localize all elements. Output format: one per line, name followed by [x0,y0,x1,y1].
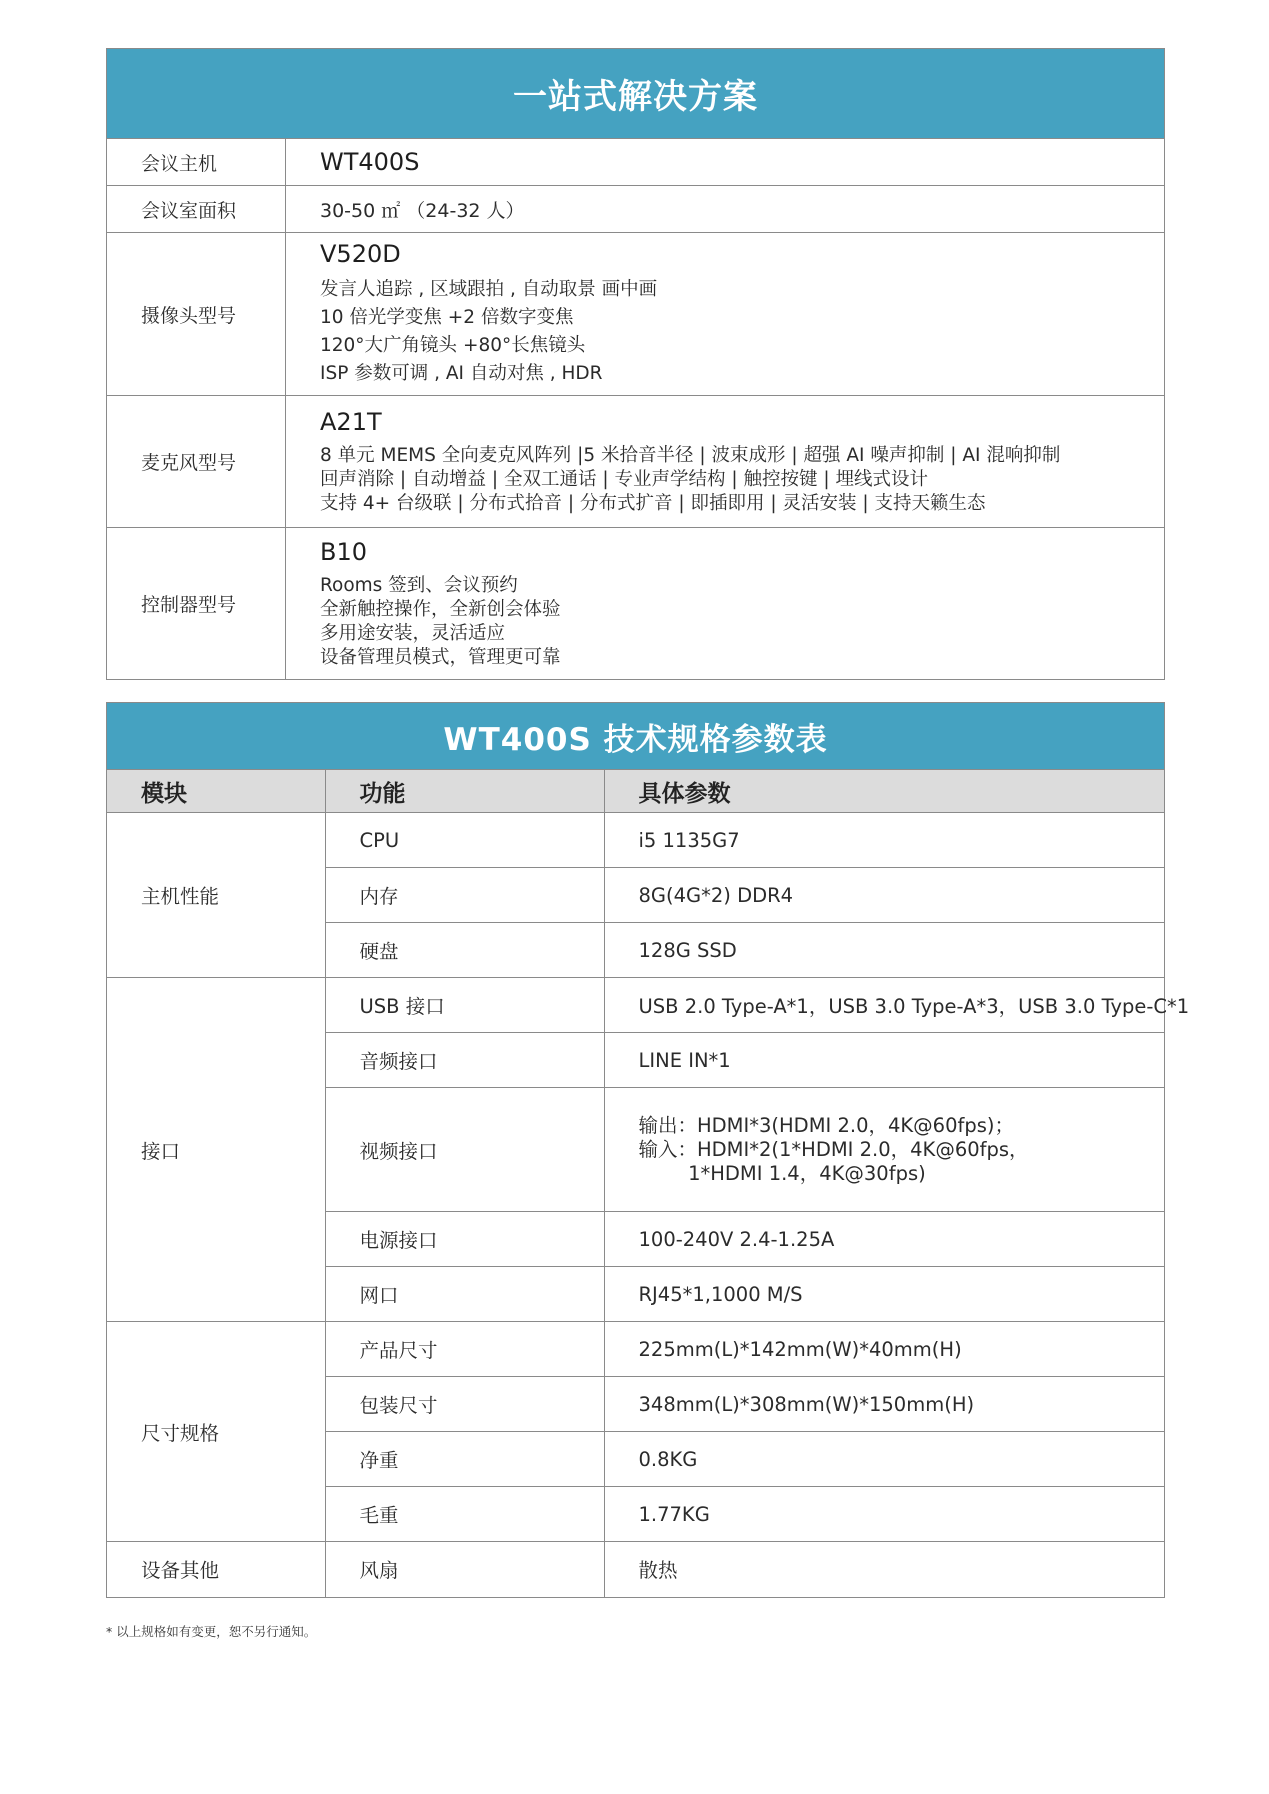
spec-header-row [107,770,1164,813]
header-function: 功能 [325,770,604,813]
function-cell: 毛重 [325,1487,604,1542]
value-cell: 348mm(L)*308mm(W)*150mm(H) [604,1377,1164,1432]
solution-table [106,48,1165,680]
function-cell: 产品尺寸 [325,1322,604,1377]
value-cell: 8G(4G*2) DDR4 [604,868,1164,923]
table-row [107,978,1164,1033]
module-cell: 主机性能 [107,813,325,978]
value-cell: 100-240V 2.4-1.25A [604,1212,1164,1267]
function-cell: USB 接口 [325,978,604,1033]
host-label: 会议主机 [107,139,286,185]
camera-feature: 10 倍光学变焦 +2 倍数字变焦 [320,307,574,328]
controller-feature: 全新触控操作，全新创会体验 [320,598,561,620]
function-cell: 包装尺寸 [325,1377,604,1432]
area-label: 会议室面积 [107,186,286,232]
value-cell: USB 2.0 Type-A*1，USB 3.0 Type-A*3，USB 3.0 Type-C*1 [604,978,1164,1033]
microphone-feature: 回声消除 | 自动增益 | 全双工通话 | 专业声学结构 | 触控按键 | 埋线式设计 [320,468,928,490]
value-cell: 0.8KG [604,1432,1164,1487]
function-cell: 硬盘 [325,923,604,978]
microphone-row [107,396,1164,528]
table-row [107,1542,1164,1597]
value-cell: 225mm(L)*142mm(W)*40mm(H) [604,1322,1164,1377]
camera-model: V520D [320,240,401,268]
controller-label: 控制器型号 [107,528,286,679]
value-cell: 散热 [604,1542,1164,1597]
controller-row [107,528,1164,679]
function-cell: 内存 [325,868,604,923]
area-value: 30-50 ㎡ （24-32 人） [320,199,525,222]
function-cell: 网口 [325,1267,604,1322]
header-parameters: 具体参数 [604,770,1164,813]
value-cell: RJ45*1,1000 M/S [604,1267,1164,1322]
table-row [107,813,1164,868]
microphone-model: A21T [320,407,382,436]
microphone-label: 麦克风型号 [107,396,286,527]
area-row [107,186,1164,233]
value-cell: LINE IN*1 [604,1033,1164,1088]
module-cell: 尺寸规格 [107,1322,325,1542]
function-cell: 风扇 [325,1542,604,1597]
camera-feature: 发言人追踪 , 区域跟拍 , 自动取景 画中画 [320,279,658,300]
module-cell: 设备其他 [107,1542,325,1597]
function-cell: CPU [325,813,604,868]
spec-table [106,702,1190,1598]
function-cell: 音频接口 [325,1033,604,1088]
host-row [107,139,1164,186]
module-cell: 接口 [107,978,325,1322]
solution-title: 一站式解决方案 [107,49,1164,139]
function-cell: 净重 [325,1432,604,1487]
controller-feature: 多用途安装，灵活适应 [320,622,506,644]
camera-row [107,233,1164,396]
function-cell: 电源接口 [325,1212,604,1267]
value-cell: 128G SSD [604,923,1164,978]
table-row [107,1322,1164,1377]
controller-model: B10 [320,537,368,566]
spec-title: WT400S 技术规格参数表 [107,703,1164,769]
value-cell: i5 1135G7 [604,813,1164,868]
controller-feature: 设备管理员模式，管理更可靠 [320,646,561,668]
header-module: 模块 [107,770,325,813]
camera-label: 摄像头型号 [107,233,286,395]
footnote: * 以上规格如有变更，恕不另行通知。 [106,1624,317,1639]
value-cell: 1.77KG [604,1487,1164,1542]
microphone-feature: 8 单元 MEMS 全向麦克风阵列 |5 米拾音半径 | 波束成形 | 超强 AI 噪声抑制 | AI 混响抑制 [320,444,1061,466]
microphone-feature: 支持 4+ 台级联 | 分布式拾音 | 分布式扩音 | 即插即用 | 灵活安装 | 支持天籁生态 [320,492,986,514]
camera-feature: ISP 参数可调 , AI 自动对焦 , HDR [320,363,603,384]
camera-feature: 120°大广角镜头 +80°长焦镜头 [320,335,586,356]
value-cell: 输出：HDMI*3(HDMI 2.0，4K@60fps)； 输入：HDMI*2(1*HDMI 2.0，4K@60fps， 1*HDMI 1.4，4K@30fps) [604,1088,1164,1212]
controller-feature: Rooms 签到、会议预约 [320,574,518,596]
function-cell: 视频接口 [325,1088,604,1212]
host-value: WT400S [320,148,420,176]
